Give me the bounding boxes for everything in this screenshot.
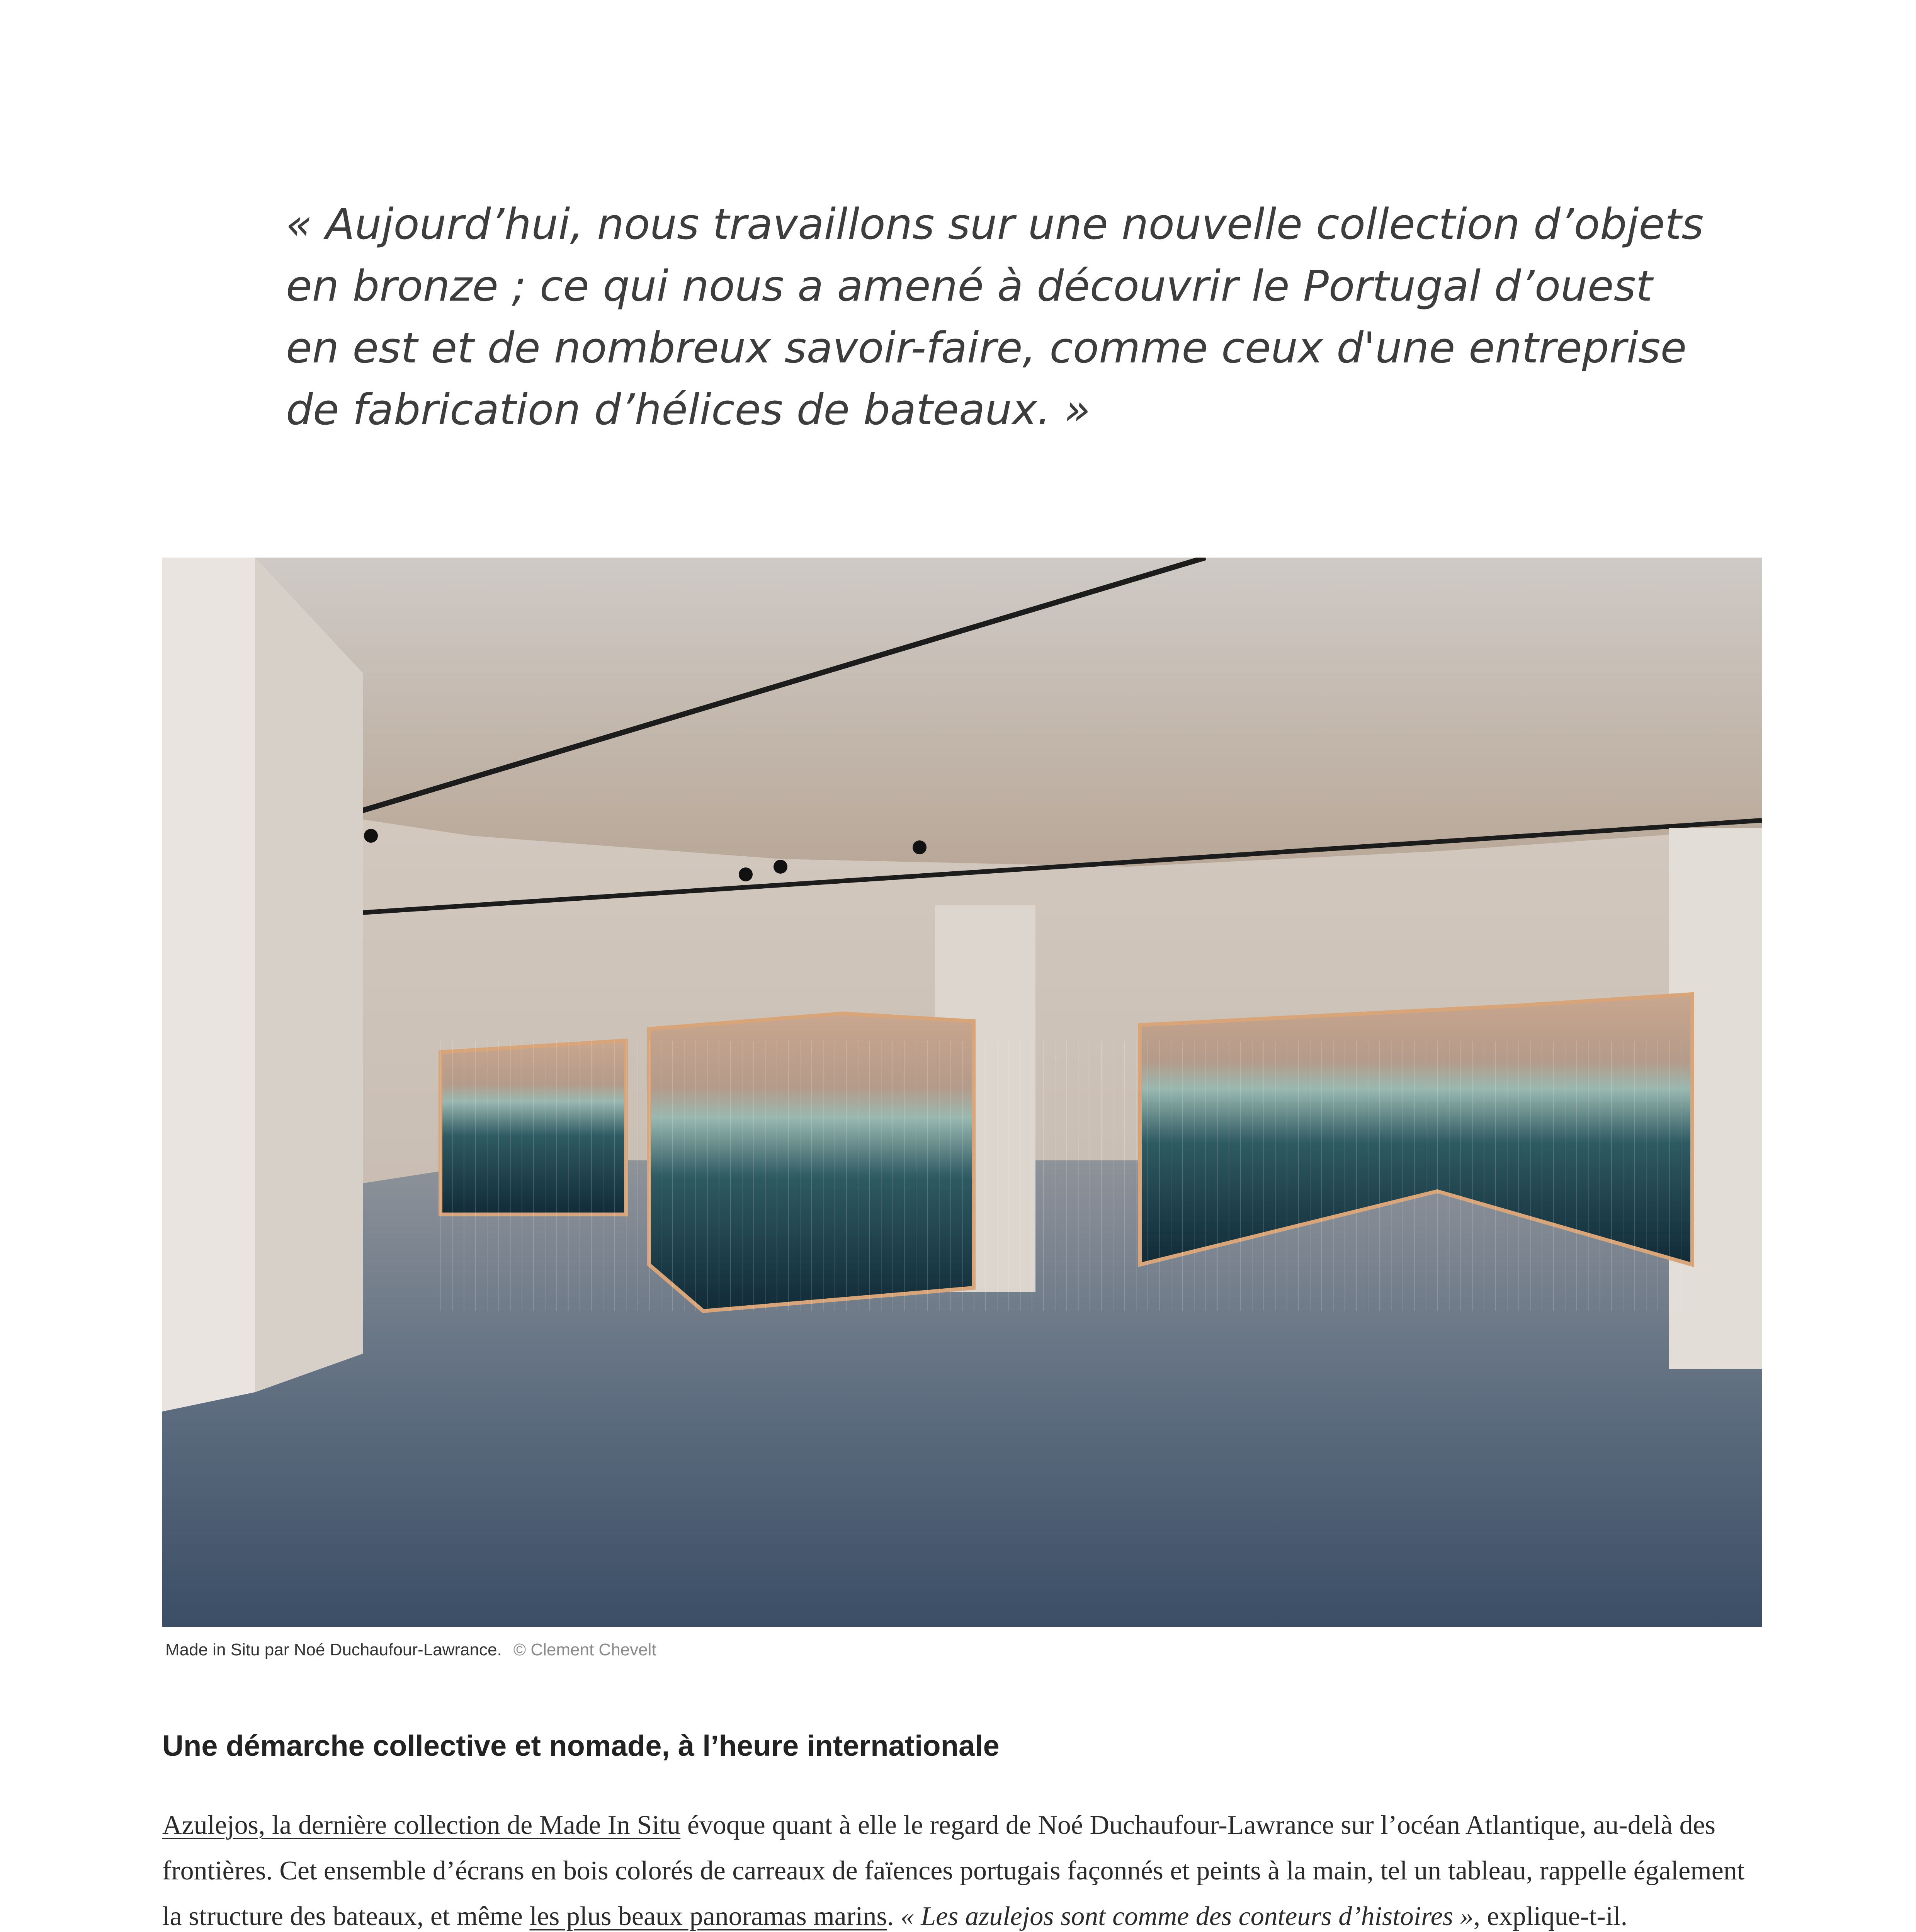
inline-quote: « Les azulejos sont comme des conteurs d’histoires » [900,1901,1474,1931]
paragraph-text: évoque quant à elle le regard de Noé Duchaufour-Lawrance sur l’océan Atlantique, au-delà des frontières. Cet ensemble d’écrans en bois colorés de carreaux de faïences portugais façonnés et peints à la main, tel un tableau, rappelle également la structure des bateaux, et même [162,1810,1745,1931]
azulejos-link[interactable]: Azulejos, la dernière collection de Made In Situ [162,1810,681,1840]
gallery-photo [162,558,1762,1627]
exhibition-room-image [162,558,1762,1627]
caption-text: Made in Situ par Noé Duchaufour-Lawrance. [165,1640,502,1659]
section-heading: Une démarche collective et nomade, à l’heure internationale [162,1730,1000,1762]
paragraph-azulejos [162,1803,1758,1932]
photo-caption [165,1640,656,1660]
paragraph-text: , explique-t-il. [1473,1901,1628,1931]
panoramas-link[interactable]: les plus beaux panoramas marins [529,1901,887,1931]
paragraph-text: . [887,1901,901,1931]
photo-credit: © Clement Chevelt [513,1640,656,1659]
pull-quote-top: « Aujourd’hui, nous travaillons sur une nouvelle collection d’objets en bronze ; ce qui nous a amené à découvrir le Portugal d’ouest en est et de nombreux savoir-faire, comme ceux d'une entreprise de fabrication d’hélices de bateaux. » [286,199,1704,434]
